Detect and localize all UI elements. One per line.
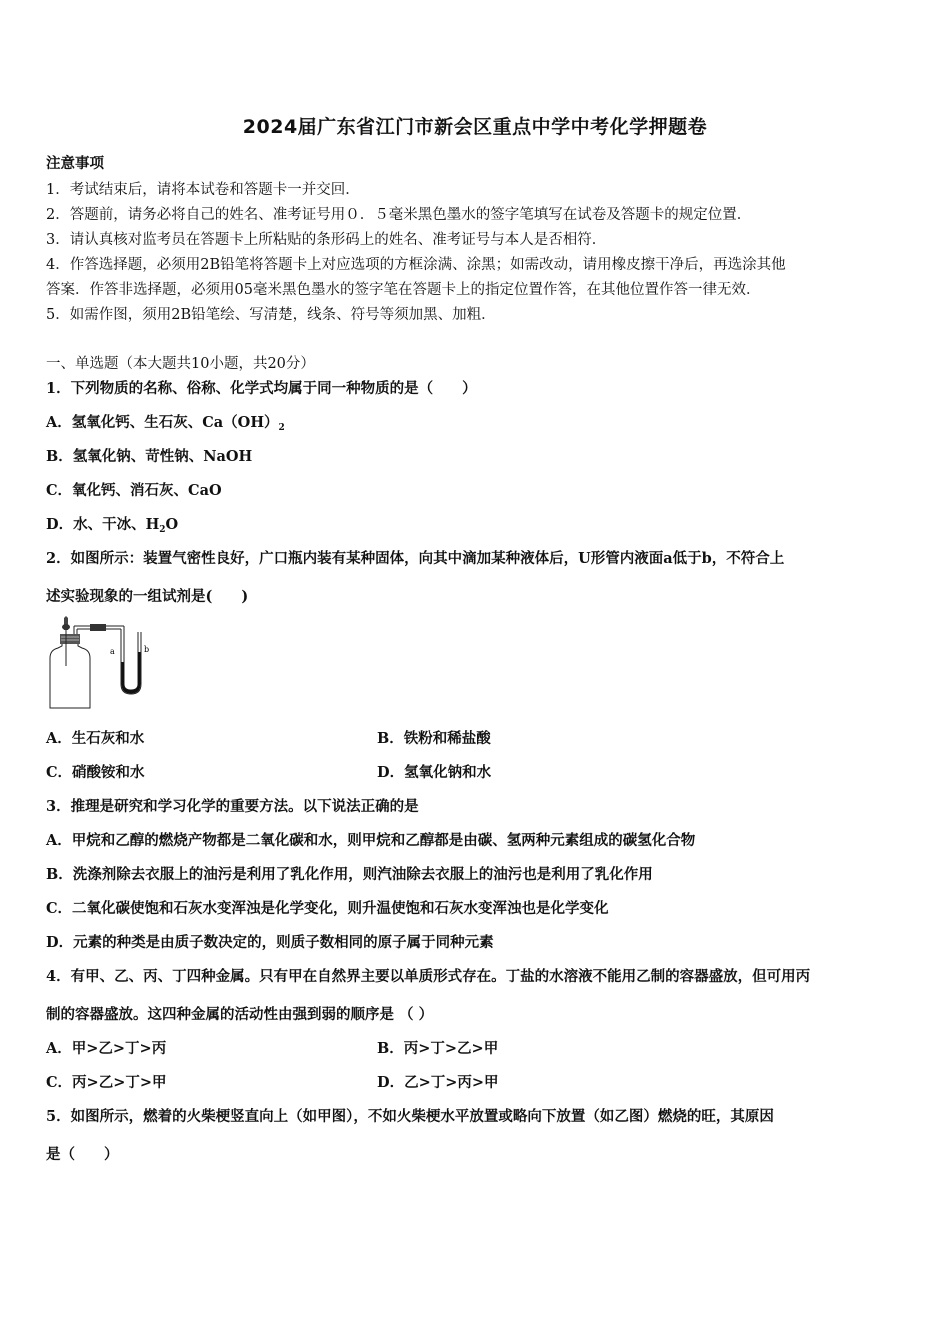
page-title: 2024届广东省江门市新会区重点中学中考化学押题卷 (242, 116, 708, 138)
q2-stem-line2: 述实验现象的一组试剂是( ) (46, 588, 249, 605)
q4-stem-line1: 4．有甲、乙、丙、丁四种金属。只有甲在自然界主要以单质形式存在。丁盐的水溶液不能用乙制的容器盛放，但可用丙 (46, 968, 811, 985)
q5-stem-line1: 5．如图所示，燃着的火柴梗竖直向上（如甲图），不如火柴梗水平放置或略向下放置（如乙图）燃烧的旺，其原因 (46, 1108, 774, 1125)
notice-item-5: 5．如需作图，须用2B铅笔绘、写清楚，线条、符号等须加黑、加粗． (46, 307, 496, 323)
q3-option-d: D．元素的种类是由质子数决定的，则质子数相同的原子属于同种元素 (46, 934, 494, 951)
label-b: b (144, 645, 150, 654)
q2-option-b: B．铁粉和稀盐酸 (377, 730, 491, 747)
q4-option-b: B．丙>丁>乙>甲 (377, 1040, 499, 1057)
notice-item-4: 4．作答选择题，必须用2B铅笔将答题卡上对应选项的方框涂满、涂黑；如需改动，请用橡皮擦干净后，再选涂其他 (46, 257, 786, 273)
q4-option-d: D．乙>丁>丙>甲 (377, 1074, 499, 1091)
q5-stem-line2: 是（ ） (46, 1146, 119, 1163)
u-tube-apparatus-diagram (44, 614, 184, 714)
notice-item-2: 2．答题前，请务必将自己的姓名、准考证号用０．５毫米黑色墨水的签字笔填写在试卷及答题卡的规定位置． (46, 207, 752, 223)
q4-option-a: A．甲>乙>丁>丙 (46, 1040, 167, 1057)
stopper-shape (60, 634, 80, 644)
q4-stem-line2: 制的容器盛放。这四种金属的活动性由强到弱的顺序是 （ ） (46, 1006, 434, 1023)
q2-apparatus-figure (44, 614, 184, 718)
q2-stem-line1: 2．如图所示：装置气密性良好，广口瓶内装有某种固体，向其中滴加某种液体后，U形管内液面a低于b，不符合上 (46, 550, 785, 567)
q1-option-b: B．氢氧化钠、苛性钠、NaOH (46, 448, 253, 465)
q2-option-a: A．生石灰和水 (46, 730, 145, 747)
q3-option-c: C．二氧化碳使饱和石灰水变浑浊是化学变化，则升温使饱和石灰水变浑浊也是化学变化 (46, 900, 609, 917)
q3-stem: 3．推理是研究和学习化学的重要方法。以下说法正确的是 (46, 798, 419, 815)
notice-heading: 注意事项 (46, 155, 104, 172)
label-a: a (110, 647, 115, 656)
q3-option-a: A．甲烷和乙醇的燃烧产物都是二氧化碳和水，则甲烷和乙醇都是由碳、氢两种元素组成的碳氢化合物 (46, 832, 696, 849)
q1-stem: 1．下列物质的名称、俗称、化学式均属于同一种物质的是（ ） (46, 380, 477, 397)
notice-item-1: 1．考试结束后，请将本试卷和答题卡一并交回． (46, 182, 360, 198)
section-heading: 一、单选题（本大题共10小题，共20分） (46, 356, 315, 372)
notice-item-4-cont: 答案．作答非选择题，必须用05毫米黑色墨水的签字笔在答题卡上的指定位置作答，在其他位置作答一律无效． (46, 282, 761, 298)
q1-option-a: A．氢氧化钙、生石灰、$Ca(OH)_2$ (46, 414, 285, 433)
q2-option-d: D．氢氧化钠和水 (377, 764, 492, 781)
q1-option-d: D．水、干冰、$H_2O$ (46, 516, 179, 535)
q1-option-c: C．氧化钙、消石灰、CaO (46, 482, 222, 499)
q3-option-b: B．洗涤剂除去衣服上的油污是利用了乳化作用，则汽油除去衣服上的油污也是利用了乳化作用 (46, 866, 653, 883)
notice-item-3: 3．请认真核对监考员在答题卡上所粘贴的条形码上的姓名、准考证号与本人是否相符． (46, 232, 607, 248)
q4-option-c: C．丙>乙>丁>甲 (46, 1074, 167, 1091)
q2-option-c: C．硝酸铵和水 (46, 764, 145, 781)
